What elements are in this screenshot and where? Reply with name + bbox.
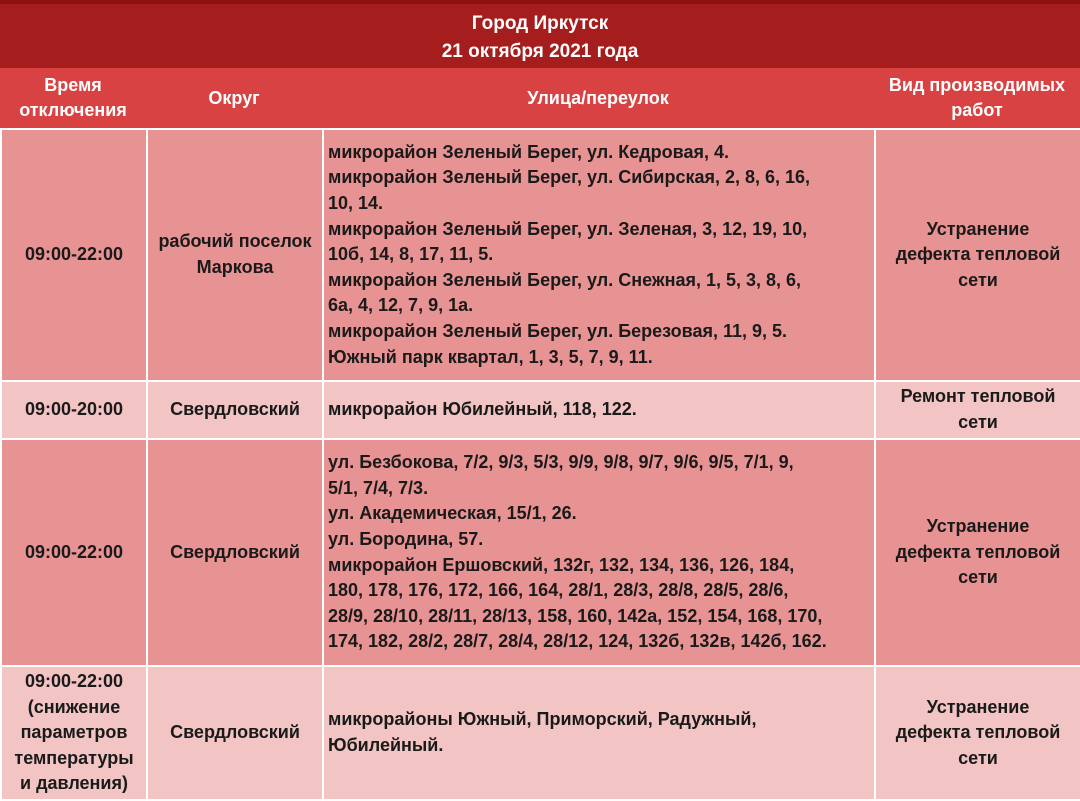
text-line: 09:00-22:00 [24, 541, 124, 562]
text-line: Маркова [196, 257, 274, 277]
text-line: Южный парк квартал, 1, 3, 5, 7, 9, 11. [328, 346, 653, 367]
text-line: Ремонт тепловой [900, 386, 1056, 407]
text-line: работ [951, 100, 1003, 120]
text-line: Устранение [926, 696, 1030, 717]
header-work [874, 68, 1080, 128]
text-line: 09:00-22:00 [24, 244, 124, 265]
cell-time [1, 666, 147, 800]
text-line: 5/1, 7/4, 7/3. [328, 477, 429, 498]
text-line: 28/9, 28/10, 28/11, 28/13, 158, 160, 142а, 152, 154, 168, 170, [328, 605, 823, 626]
table-row [1, 439, 1080, 666]
text-line: микрорайоны Южный, Приморский, Радужный, [328, 709, 757, 730]
text-line: дефекта тепловой [895, 722, 1061, 743]
text-line: 10б, 14, 8, 17, 11, 5. [328, 244, 494, 265]
page-title: Город Иркутск [471, 13, 609, 34]
text-line: параметров [20, 722, 128, 743]
text-line: 6а, 4, 12, 7, 9, 1а. [328, 295, 474, 316]
text-line: 174, 182, 28/2, 28/7, 28/4, 28/12, 124, 132б, 132в, 142б, 162. [328, 631, 827, 652]
title-bar [0, 4, 1080, 68]
text-line: ул. Бородина, 57. [328, 528, 484, 549]
text-line: отключения [19, 100, 127, 120]
text-line: Устранение [926, 218, 1030, 239]
text-line: 180, 178, 176, 172, 166, 164, 28/1, 28/3, 28/8, 28/5, 28/6, [328, 580, 789, 601]
text-line: (снижение [27, 696, 121, 717]
outage-table [0, 128, 1080, 801]
text-line: сети [958, 269, 998, 290]
table-row [1, 381, 1080, 439]
text-line: Юбилейный. [328, 735, 444, 755]
cell-time [1, 439, 147, 666]
cell-district [147, 439, 323, 666]
header-street: Улица/переулок [527, 87, 669, 108]
cell-streets [323, 666, 875, 800]
cell-streets [323, 129, 875, 381]
text-line: микрорайон Зеленый Берег, ул. Березовая, 11, 9, 5. [328, 320, 788, 341]
text-line: ул. Безбокова, 7/2, 9/3, 5/3, 9/9, 9/8, 9/7, 9/6, 9/5, 7/1, 9, [328, 452, 794, 473]
text-line: и давления) [20, 773, 128, 794]
page-date: 21 октября 2021 года [441, 41, 639, 62]
text-line: дефекта тепловой [895, 541, 1061, 562]
text-line: температуры [14, 747, 134, 768]
cell-time [1, 129, 147, 381]
text-line: микрорайон Ершовский, 132г, 132, 134, 136, 126, 184, [328, 554, 795, 575]
text-line: дефекта тепловой [895, 244, 1061, 265]
text-line: 09:00-20:00 [24, 399, 124, 420]
table-row [1, 129, 1080, 381]
header-district: Округ [208, 87, 260, 108]
text-line: Вид производимых [888, 75, 1066, 95]
text-line: сети [958, 747, 998, 768]
text-line: рабочий поселок [158, 231, 312, 252]
cell-work [875, 439, 1080, 666]
text-line: микрорайон Зеленый Берег, ул. Сибирская, 2, 8, 6, 16, [328, 167, 811, 188]
text-line: сети [958, 412, 998, 432]
cell-streets [323, 439, 875, 666]
cell-work [875, 381, 1080, 439]
cell-work [875, 666, 1080, 800]
cell-time [1, 381, 147, 439]
table-header [0, 68, 1080, 128]
text-line: микрорайон Юбилейный, 118, 122. [328, 399, 637, 420]
cell-district [147, 381, 323, 439]
text-line: ул. Академическая, 15/1, 26. [328, 503, 577, 524]
text-line: сети [958, 567, 998, 588]
text-line: микрорайон Зеленый Берег, ул. Снежная, 1, 5, 3, 8, 6, [328, 269, 802, 290]
header-time [0, 68, 146, 128]
text-line: Свердловский [170, 541, 300, 562]
table-row [1, 666, 1080, 800]
cell-work [875, 129, 1080, 381]
cell-streets [323, 381, 875, 439]
text-line: Свердловский [170, 399, 300, 420]
text-line: микрорайон Зеленый Берег, ул. Зеленая, 3, 12, 19, 10, [328, 218, 808, 239]
text-line: Устранение [926, 516, 1030, 537]
cell-district [147, 666, 323, 800]
text-line: 09:00-22:00 [24, 671, 124, 692]
text-line: Время [44, 75, 102, 95]
text-line: 10, 14. [328, 193, 384, 214]
cell-district [147, 129, 323, 381]
text-line: Свердловский [170, 722, 300, 743]
text-line: микрорайон Зеленый Берег, ул. Кедровая, 4. [328, 141, 729, 162]
